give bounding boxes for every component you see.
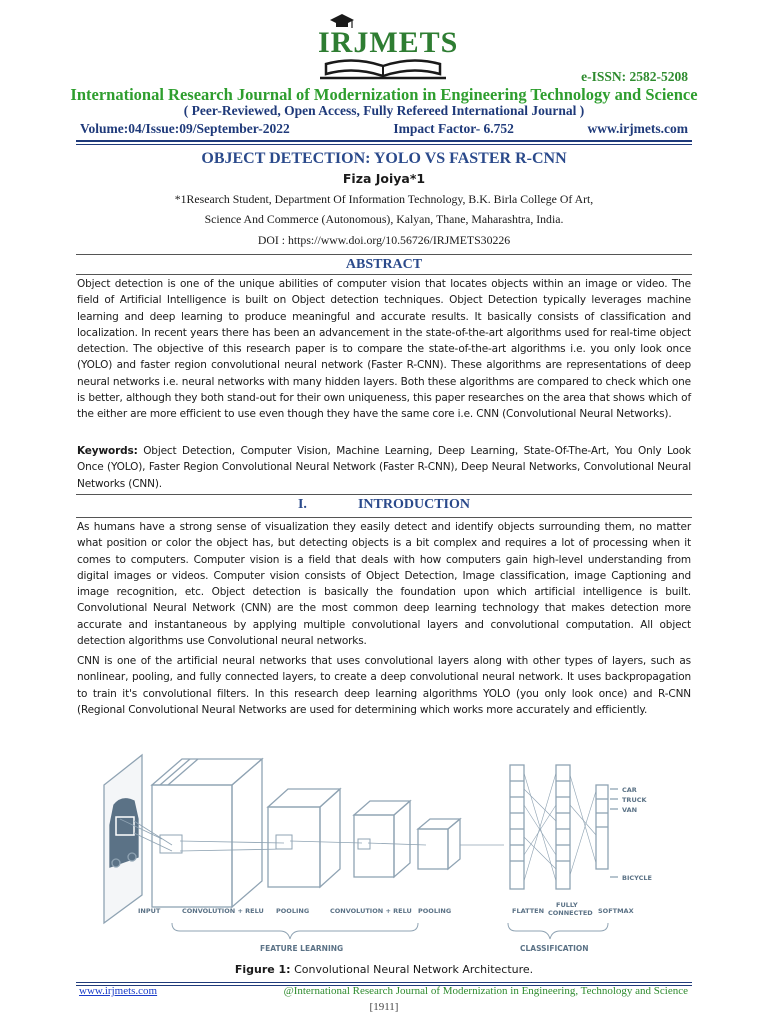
- label-classification: CLASSIFICATION: [520, 944, 589, 953]
- journal-logo: [318, 12, 459, 82]
- output-label-car: CAR: [622, 786, 637, 794]
- label-flatten: FLATTEN: [512, 907, 545, 915]
- label-conv2: CONVOLUTION + RELU: [330, 907, 412, 915]
- affiliation-line-2: Science And Commerce (Autonomous), Kalyan, Thane, Maharashtra, India.: [204, 212, 564, 226]
- volume-line: [80, 121, 688, 137]
- label-fc-2: CONNECTED: [548, 909, 593, 917]
- intro-paragraph-1: As humans have a strong sense of visualization they easily detect and identify objects surrounding them, no matter what position or color the object has, but detecting objects is a bit complex and requires a lot of processing when it comes to computers. Computer vision is a field that deals with how computers gain high-level understanding from digital images or videos. Computer vision consists of Object Detection, Image classification, image Captioning and image recognition, etc. Object detection is basically the foundation upon which artificial intelligence is built. Convolutional Neural Network (CNN) are the most common deep learning technology that makes detection more accurate and instantaneous by applying multiple convolutional layers and convolutional computation. All object detection algorithms use Convolutional neural networks.: [77, 521, 691, 648]
- abstract-text: Object detection is one of the unique abilities of computer vision that locates objects within an image or video. The field of Artificial Intelligence is built on Object detection techniques. Object Detection typically leverages machine learning and deep learning to produce meaningful and accurate results. It basically consists of classification and localization. In recent years there has been an advancement in the state-of-the-art algorithms used for real-time object detection. The objective of this research paper is to compare the state-of-the-art algorithms i.e. you only look once (YOLO) and faster region convolutional neural network (Faster R-CNN). These algorithms are representations of deep neural networks i.e. neural networks with many hidden layers. Both these algorithms are compared to check which one is better, although they both stand-out for their own uniqueness, this paper researches on the area that shows which of the either are more efficient to use even though they have the same core i.e. CNN (Convolutional Neural Networks).: [77, 278, 691, 421]
- label-fc-1: FULLY: [556, 901, 578, 909]
- keywords: [77, 443, 691, 492]
- intro-paragraph-2: CNN is one of the artificial neural networks that uses convolutional layers along with other types of layers, such as nonlinear, pooling, and fully connected layers, to create a deep convolutional neural network. It uses backpropagation to train it's convolutional filters. In this research deep learning algorithms YOLO (you only look once) and R-CNN (Regional Convolutional Neural Networks are used for determining which works more accurately and efficiently.: [77, 655, 691, 716]
- journal-website[interactable]: www.irjmets.com: [587, 121, 688, 136]
- divider: [76, 274, 692, 275]
- output-label-bicycle: BICYCLE: [622, 874, 652, 882]
- journal-name: International Research Journal of Modernization in Engineering Technology and Science: [70, 85, 698, 104]
- footer-website-link[interactable]: www.irjmets.com: [79, 985, 158, 997]
- volume-info: Volume:04/Issue:09/September-2022: [80, 121, 290, 136]
- doi[interactable]: DOI : https://www.doi.org/10.56726/IRJMETS30226: [257, 233, 511, 247]
- footer-copyright: @International Research Journal of Modernization in Engineering, Technology and Science: [283, 985, 688, 997]
- peer-review-line: ( Peer-Reviewed, Open Access, Fully Refereed International Journal ): [183, 103, 585, 118]
- figure-caption: [0, 963, 768, 976]
- keywords-label: Keywords:: [77, 445, 138, 457]
- divider: [76, 494, 692, 495]
- keywords-list: Object Detection, Computer Vision, Machine Learning, Deep Learning, State-Of-The-Art, You Only Look Once (YOLO), Faster Region Convolutional Neural Network (Faster R-CNN), Deep Neural Networks, Convolutional Neural Networks (CNN).: [77, 445, 691, 490]
- cnn-diagram: [100, 745, 668, 955]
- affiliation-line-1: *1Research Student, Department Of Information Technology, B.K. Birla College Of Art,: [174, 192, 594, 206]
- section-number: I.: [297, 497, 307, 512]
- page-number: [1911]: [369, 1001, 399, 1013]
- author-name: Fiza Joiya*1: [342, 171, 426, 186]
- section-title: INTRODUCTION: [357, 497, 470, 512]
- paper-title: OBJECT DETECTION: YOLO VS FASTER R-CNN: [201, 150, 567, 167]
- logo-text: IRJMETS: [318, 26, 459, 59]
- label-input: INPUT: [138, 907, 161, 915]
- label-feature-learning: FEATURE LEARNING: [260, 944, 344, 953]
- header-rule: [76, 140, 692, 142]
- output-label-van: VAN: [622, 806, 638, 814]
- section-heading: [0, 497, 768, 513]
- label-pool1: POOLING: [276, 907, 310, 915]
- label-pool2: POOLING: [418, 907, 452, 915]
- abstract-heading: ABSTRACT: [345, 257, 423, 272]
- divider: [76, 517, 692, 518]
- label-conv1: CONVOLUTION + RELU: [182, 907, 264, 915]
- divider: [76, 254, 692, 255]
- output-label-truck: TRUCK: [622, 796, 647, 804]
- caption-text: Convolutional Neural Network Architecture.: [290, 963, 534, 976]
- impact-factor: Impact Factor- 6.752: [393, 121, 514, 136]
- header-rule-thin: [76, 144, 692, 145]
- label-softmax: SOFTMAX: [598, 907, 634, 915]
- conv1-block-front: [152, 785, 232, 907]
- cnn-architecture-figure: [100, 745, 668, 955]
- caption-label: Figure 1:: [234, 963, 291, 976]
- eissn: e-ISSN: 2582-5208: [581, 69, 688, 84]
- footer-rule: [76, 982, 692, 983]
- conv1-block-top: [152, 759, 262, 785]
